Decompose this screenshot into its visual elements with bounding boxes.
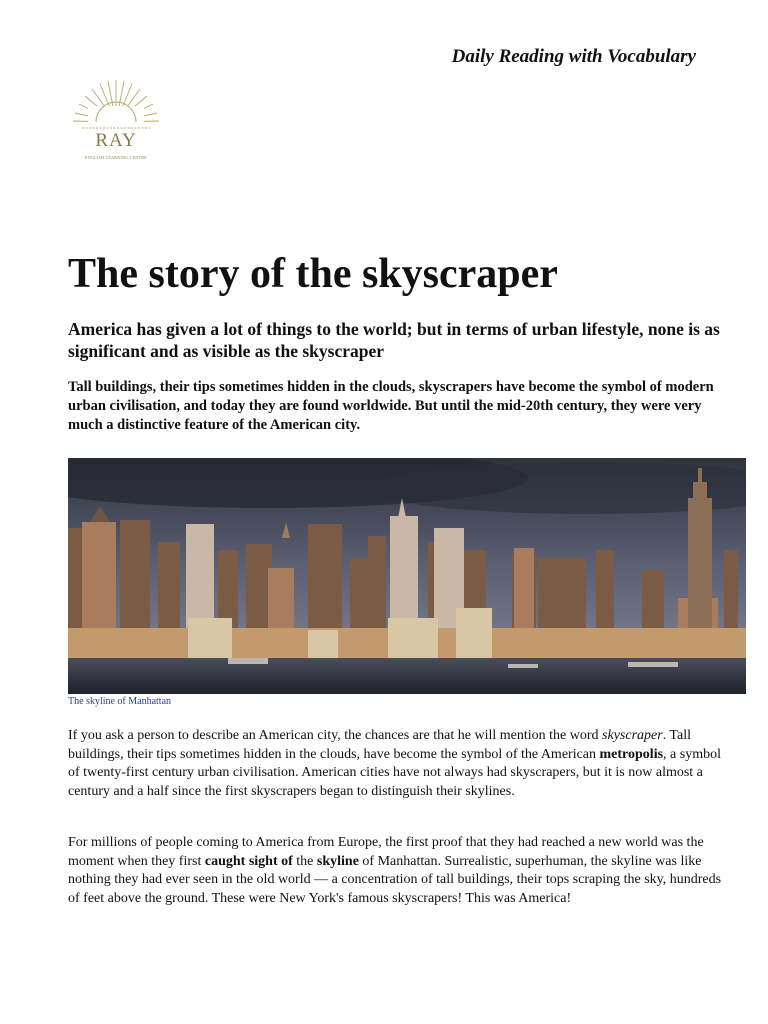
article-title: The story of the skyscraper xyxy=(68,251,558,297)
logo-subtitle: ENGLISH LEARNING CENTRE xyxy=(84,155,147,160)
article-paragraph-1: If you ask a person to describe an American city, the chances are that he will mention the word skyscraper. Tall buildings, their tips sometimes hidden in the clouds, have become the symbol of the American metropolis, a symbol of twenty-first century urban civilisation. American cities have not always had skyscrapers, but it is now almost a century and a half since the first skyscrapers began to distinguish their skylines. xyxy=(68,728,721,799)
document-header-title: Daily Reading with Vocabulary xyxy=(451,46,696,67)
image-caption: The skyline of Manhattan xyxy=(68,696,172,707)
article-lead: Tall buildings, their tips sometimes hidden in the clouds, skyscrapers have become the symbol of modern urban civilisation, and today they are found worldwide. But until the mid-20th century, they were very much a distinctive feature of the American city. xyxy=(68,379,714,433)
vocab-term-skyline: skyline xyxy=(316,853,359,869)
vocab-word-skyscraper: skyscraper xyxy=(602,728,663,743)
vocab-term-caught-sight-of: caught sight of xyxy=(204,853,293,869)
article-subtitle: America has given a lot of things to the world; but in terms of urban lifestyle, none is as significant and as visible as the skyscraper xyxy=(68,319,720,361)
logo-wordmark: RAY xyxy=(95,130,137,151)
sunburst-icon xyxy=(68,76,164,132)
manhattan-skyline-image xyxy=(68,458,746,694)
article-paragraph-2: For millions of people coming to America from Europe, the first proof that they had reached a new world was the moment when they first caught sight of the skyline of Manhattan. Surrealistic, superhuman, the skyline was like nothing they had ever seen in the old world — a concentration of tall buildings, their tops scraping the sky, hundreds of feet above the ground. These were New York's famous skyscrapers! This was America! xyxy=(68,835,722,906)
vocab-term-metropolis: metropolis xyxy=(599,746,664,762)
ray-logo xyxy=(68,76,164,176)
